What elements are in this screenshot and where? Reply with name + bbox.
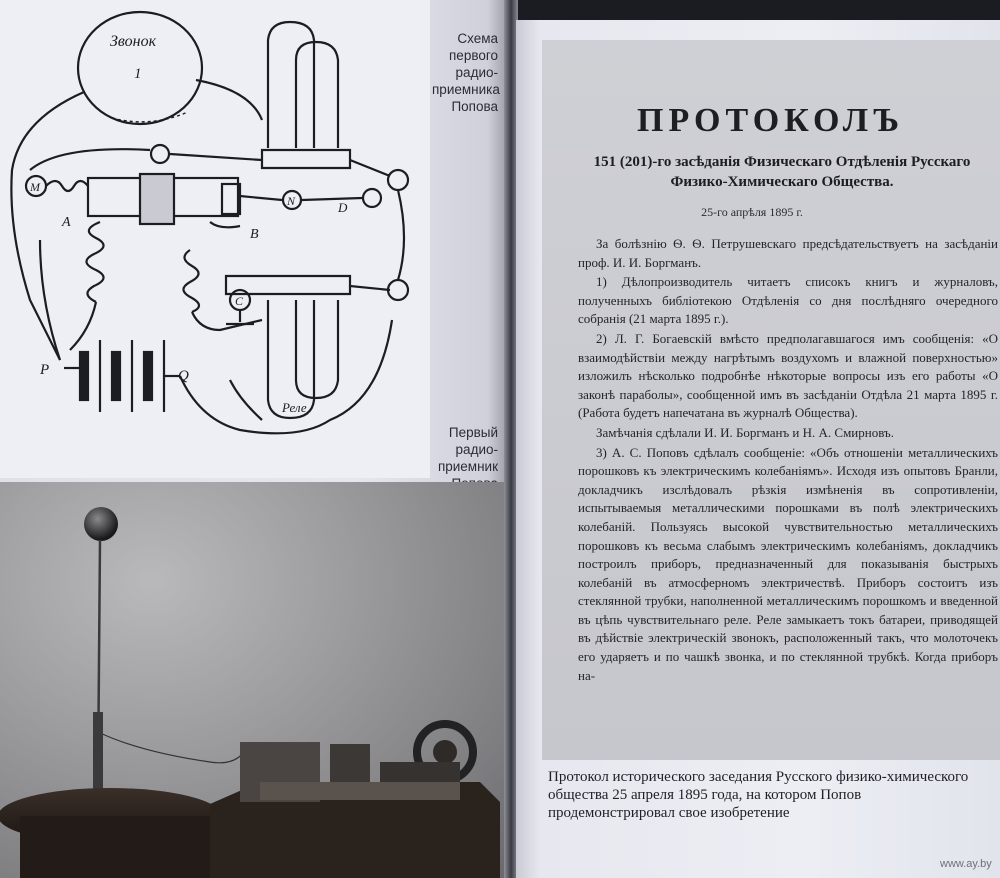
bell-label: Звонок: [110, 33, 157, 50]
protocol-date: 25-го апрѣля 1895 г.: [701, 205, 803, 219]
receiver-photo: [0, 482, 504, 878]
protocol-subtitle: 151 (201)-го засѣданія Физическаго Отдѣленія Русскаго Физико-Химическаго Общества.: [593, 154, 971, 190]
protocol-paragraph: Замѣчанія сдѣлали И. И. Боргманъ и Н. А. Смирновъ.: [596, 424, 895, 440]
protocol-caption: Протокол исторического заседания Русского физико-химического общества 25 апреля 1895 года, на котором Попов продемонстрировал свое изобретение: [548, 769, 969, 821]
protocol-title: ПРОТОКОЛЪ: [637, 102, 905, 139]
scheme-caption: Схема первого радио-приемника Попова: [432, 31, 500, 114]
protocol-body: [578, 235, 998, 686]
label-q: Q: [178, 368, 189, 384]
watermark: www.ay.by: [940, 858, 992, 870]
label-d: D: [338, 200, 348, 215]
label-m: M: [30, 180, 40, 194]
protocol-paragraph: 2) Л. Г. Богаевскій вмѣсто предполагавшагося имъ сообщенія: «О взаимодѣйствіи между нагрѣтымъ воздухомъ и влажной поверхностью» изложилъ нѣсколько подробнѣе нѣкоторые вопросы изъ его работы «О законѣ параболы», сообщенной имъ въ засѣданіи Отдѣла 21 марта 1895 г. (Работа будетъ напечатана въ журналѣ Общества).: [578, 330, 998, 421]
first-receiver-caption: Первый радио-приемник: [437, 425, 498, 474]
label-n: N: [287, 194, 296, 208]
bell-number-label: 1: [134, 66, 142, 82]
label-a: A: [62, 215, 71, 230]
label-p: P: [40, 362, 50, 378]
protocol-paragraph: За болѣзнію Ѳ. Ѳ. Петрушевскаго предсѣдательствуетъ на засѣданіи проф. И. И. Боргманъ.: [578, 236, 998, 270]
receiver-photo-drawing: [0, 482, 504, 878]
schematic-drawing: [0, 0, 430, 478]
protocol-paragraph: 1) Дѣлопроизводитель читаетъ списокъ книгъ и журналовъ, полученныхъ библіотекою Отдѣленія со дня послѣдняго очередного собранія (21 марта 1895 г.).: [578, 274, 998, 327]
receiver-schematic: [0, 0, 430, 478]
protocol-scan: [542, 40, 1000, 760]
protocol-paragraph: 3) А. С. Поповъ сдѣлалъ сообщеніе: «Объ отношеніи металлическихъ порошковъ къ электрическимъ колебаніямъ». Исходя изъ опытовъ Бранли, докладчикъ изслѣдовалъ рѣзкія измѣненія въ сопротивленіи, испытываемыя металлическими порошками въ полѣ электрическихъ колебаній. Пользуясь высокой чувствительностью металлическихъ порошковъ къ весьма слабымъ электрическимъ колебаніямъ, докладчикъ построилъ приборъ, предназначенный для показыванія быстрыхъ колебаній въ атмосферномъ электричествѣ. Приборъ состоитъ изъ стеклянной трубки, наполненной металлическимъ порошкомъ и введенной въ цѣпь чувствительнаго реле. Реле замыкаетъ токъ батареи, приводящей въ дѣйствіе электрическій звонокъ, расположенный такъ, что молоточекъ его ударяетъ и по чашкѣ звонка, и по стеклянной трубкѣ. Когда приборъ на-: [578, 444, 998, 683]
label-c: C: [235, 294, 244, 308]
relay-label: Реле: [282, 400, 307, 415]
label-b: B: [250, 227, 259, 242]
